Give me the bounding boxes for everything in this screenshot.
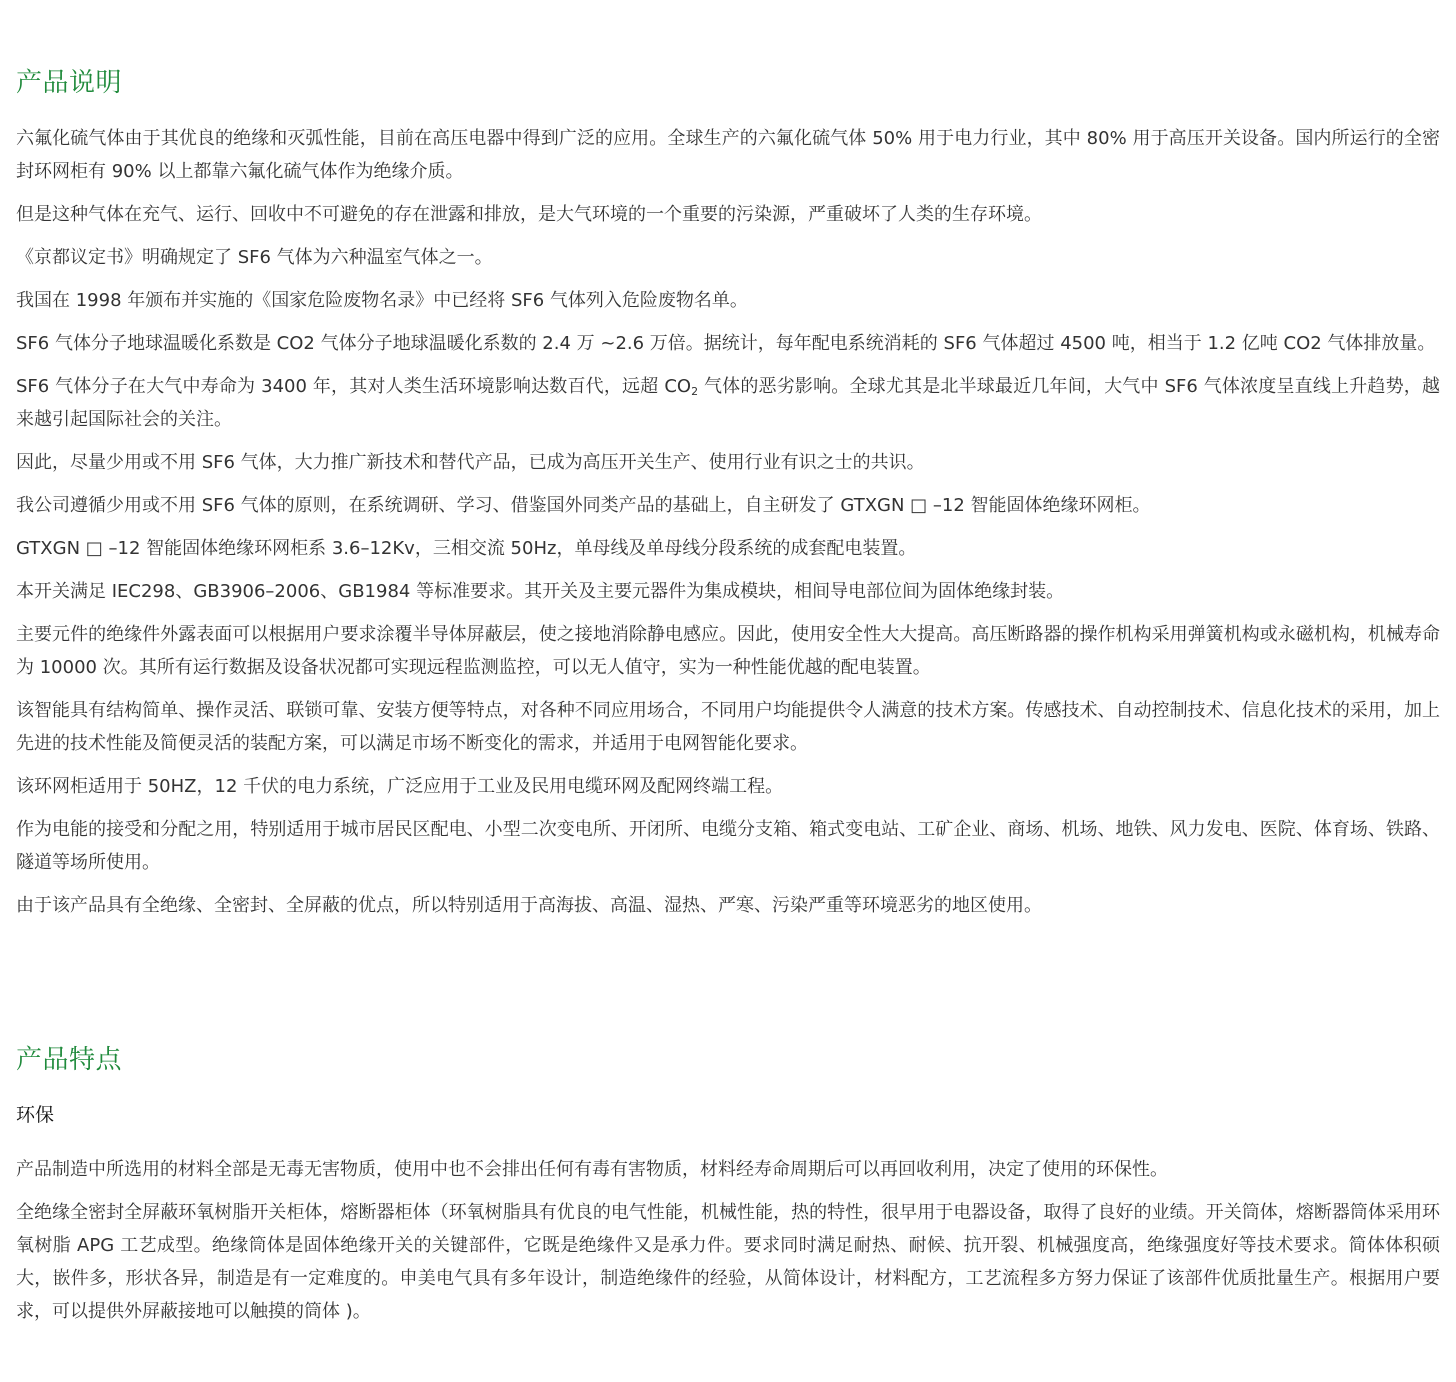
subscript: 2 (691, 385, 699, 398)
paragraph: 本开关满足 IEC298、GB3906–2006、GB1984 等标准要求。其开关及主要元器件为集成模块，相间导电部位间为固体绝缘封装。 (16, 581, 1065, 602)
section-title-features: 产品特点 (16, 1045, 123, 1075)
paragraph-part: SF6 气体分子在大气中寿命为 3400 年，其对人类生活环境影响达数百代，远超 CO (16, 376, 692, 397)
paragraph-part: 气体的恶劣影响。全球尤其是北半球最近几年间，大气中 SF6 气体浓度呈直线上升趋势，越来越引起国际社会的关注。 (16, 376, 1440, 430)
paragraph: 该环网柜适用于 50HZ，12 千伏的电力系统，广泛应用于工业及民用电缆环网及配网终端工程。 (16, 776, 784, 797)
paragraph: 六氟化硫气体由于其优良的绝缘和灭弧性能，目前在高压电器中得到广泛的应用。全球生产的六氟化硫气体 50% 用于电力行业，其中 80% 用于高压开关设备。国内所运行的全密封环网柜有 90% 以上都靠六氟化硫气体作为绝缘介质。 (16, 128, 1440, 182)
paragraph: GTXGN □ –12 智能固体绝缘环网柜系 3.6–12Kv，三相交流 50Hz，单母线及单母线分段系统的成套配电装置。 (16, 538, 917, 559)
subheading-eco: 环保 (16, 1104, 55, 1126)
paragraph: 因此，尽量少用或不用 SF6 气体，大力推广新技术和替代产品，已成为高压开关生产、使用行业有识之士的共识。 (16, 452, 925, 473)
paragraph: SF6 气体分子地球温暖化系数是 CO2 气体分子地球温暖化系数的 2.4 万 ~2.6 万倍。据统计，每年配电系统消耗的 SF6 气体超过 4500 吨，相当于 1.2 亿吨 CO2 气体排放量。 (16, 333, 1436, 354)
paragraph: 《京都议定书》明确规定了 SF6 气体为六种温室气体之一。 (16, 247, 493, 268)
paragraph: 由于该产品具有全绝缘、全密封、全屏蔽的优点，所以特别适用于高海拔、高温、湿热、严寒、污染严重等环境恶劣的地区使用。 (16, 895, 1042, 916)
paragraph: 产品制造中所选用的材料全部是无毒无害物质，使用中也不会排出任何有毒有害物质，材料经寿命周期后可以再回收利用，决定了使用的环保性。 (16, 1159, 1168, 1180)
paragraph: 该智能具有结构简单、操作灵活、联锁可靠、安装方便等特点，对各种不同应用场合，不同用户均能提供令人满意的技术方案。传感技术、自动控制技术、信息化技术的采用，加上先进的技术性能及简便灵活的装配方案，可以满足市场不断变化的需求，并适用于电网智能化要求。 (16, 700, 1440, 754)
paragraph-co2-lifetime (16, 370, 1440, 436)
features-body (16, 1153, 1440, 1338)
paragraph: 作为电能的接受和分配之用，特别适用于城市居民区配电、小型二次变电所、开闭所、电缆分支箱、箱式变电站、工矿企业、商场、机场、地铁、风力发电、医院、体育场、铁路、隧道等场所使用。 (16, 819, 1440, 873)
paragraph: 主要元件的绝缘件外露表面可以根据用户要求涂覆半导体屏蔽层，使之接地消除静电感应。因此，使用安全性大大提高。高压断路器的操作机构采用弹簧机构或永磁机构，机械寿命为 10000 次。其所有运行数据及设备状况都可实现远程监测监控，可以无人值守，实为一种性能优越的配电装置。 (16, 624, 1440, 678)
paragraph: 但是这种气体在充气、运行、回收中不可避免的存在泄露和排放，是大气环境的一个重要的污染源，严重破坏了人类的生存环境。 (16, 204, 1042, 225)
paragraph: 全绝缘全密封全屏蔽环氧树脂开关柜体，熔断器柜体（环氧树脂具有优良的电气性能，机械性能，热的特性，很早用于电器设备，取得了良好的业绩。开关筒体，熔断器筒体采用环氧树脂 APG 工艺成型。绝缘筒体是固体绝缘开关的关键部件，它既是绝缘件又是承力件。要求同时满足耐热、耐候、抗开裂、机械强度高，绝缘强度好等技术要求。简体体积硕大，嵌件多，形状各异，制造是有一定难度的。申美电气具有多年设计，制造绝缘件的经验，从简体设计，材料配方，工艺流程多方努力保证了该部件优质批量生产。根据用户要求，可以提供外屏蔽接地可以触摸的筒体 )。 (16, 1202, 1440, 1322)
paragraph: 我公司遵循少用或不用 SF6 气体的原则，在系统调研、学习、借鉴国外同类产品的基础上，自主研发了 GTXGN □ –12 智能固体绝缘环网柜。 (16, 495, 1151, 516)
section-title-description: 产品说明 (16, 68, 123, 98)
paragraph: 我国在 1998 年颁布并实施的《国家危险废物名录》中已经将 SF6 气体列入危险废物名单。 (16, 290, 748, 311)
description-body (16, 122, 1440, 932)
